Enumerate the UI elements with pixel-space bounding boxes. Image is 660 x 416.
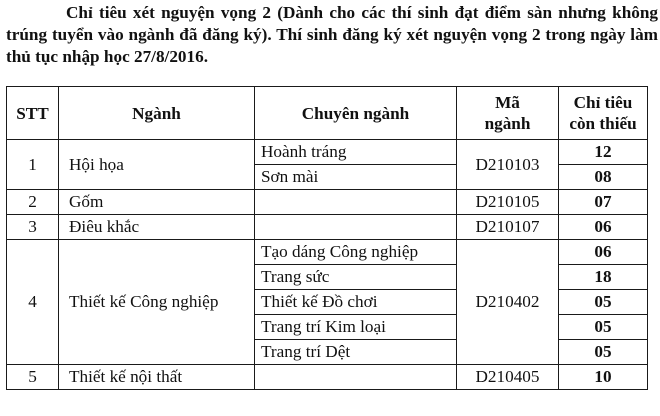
cell-stt: 4 [7, 240, 59, 365]
table-header-row [7, 87, 648, 140]
table-row [7, 190, 648, 215]
cell-quota: 06 [559, 240, 648, 265]
table-row [7, 240, 648, 265]
cell-stt: 5 [7, 365, 59, 390]
header-stt: STT [7, 87, 59, 140]
intro-text: Chỉ tiêu xét nguyện vọng 2 (Dành cho các thí sinh đạt điểm sàn nhưng không trúng tuyển vào ngành đã đăng ký). Thí sinh đăng ký xét nguyện vọng 2 trong ngày làm thủ tục nhập học 27/8/2016. [6, 3, 658, 66]
table-row [7, 215, 648, 240]
header-quota-line2: còn thiếu [569, 114, 637, 133]
cell-major: Gốm [59, 190, 255, 215]
cell-major: Thiết kế Công nghiệp [59, 240, 255, 365]
header-specialization: Chuyên ngành [255, 87, 457, 140]
header-code-line1: Mã [495, 93, 520, 112]
cell-specialization: Thiết kế Đồ chơi [255, 290, 457, 315]
cell-major-code: D210405 [457, 365, 559, 390]
cell-quota: 06 [559, 215, 648, 240]
cell-quota: 08 [559, 165, 648, 190]
cell-specialization [255, 215, 457, 240]
header-major: Ngành [59, 87, 255, 140]
header-code-line2: ngành [484, 114, 531, 133]
cell-stt: 3 [7, 215, 59, 240]
header-quota-line1: Chỉ tiêu [573, 93, 633, 112]
cell-major-code: D210107 [457, 215, 559, 240]
cell-specialization: Sơn mài [255, 165, 457, 190]
intro-paragraph [6, 2, 658, 68]
cell-major-code: D210105 [457, 190, 559, 215]
cell-specialization [255, 365, 457, 390]
table-row [7, 365, 648, 390]
table-body [7, 140, 648, 390]
admission-quota-table [6, 86, 648, 390]
cell-major: Thiết kế nội thất [59, 365, 255, 390]
header-quota [559, 87, 648, 140]
cell-specialization: Trang trí Kim loại [255, 315, 457, 340]
cell-major-code: D210402 [457, 240, 559, 365]
cell-quota: 07 [559, 190, 648, 215]
cell-major-code: D210103 [457, 140, 559, 190]
header-code [457, 87, 559, 140]
cell-specialization [255, 190, 457, 215]
cell-specialization: Trang trí Dệt [255, 340, 457, 365]
cell-specialization: Hoành tráng [255, 140, 457, 165]
cell-specialization: Tạo dáng Công nghiệp [255, 240, 457, 265]
cell-quota: 05 [559, 340, 648, 365]
cell-quota: 18 [559, 265, 648, 290]
cell-major: Hội họa [59, 140, 255, 190]
cell-stt: 1 [7, 140, 59, 190]
cell-specialization: Trang sức [255, 265, 457, 290]
cell-quota: 05 [559, 290, 648, 315]
cell-quota: 05 [559, 315, 648, 340]
cell-stt: 2 [7, 190, 59, 215]
cell-quota: 10 [559, 365, 648, 390]
table-row [7, 140, 648, 165]
cell-major: Điêu khắc [59, 215, 255, 240]
cell-quota: 12 [559, 140, 648, 165]
